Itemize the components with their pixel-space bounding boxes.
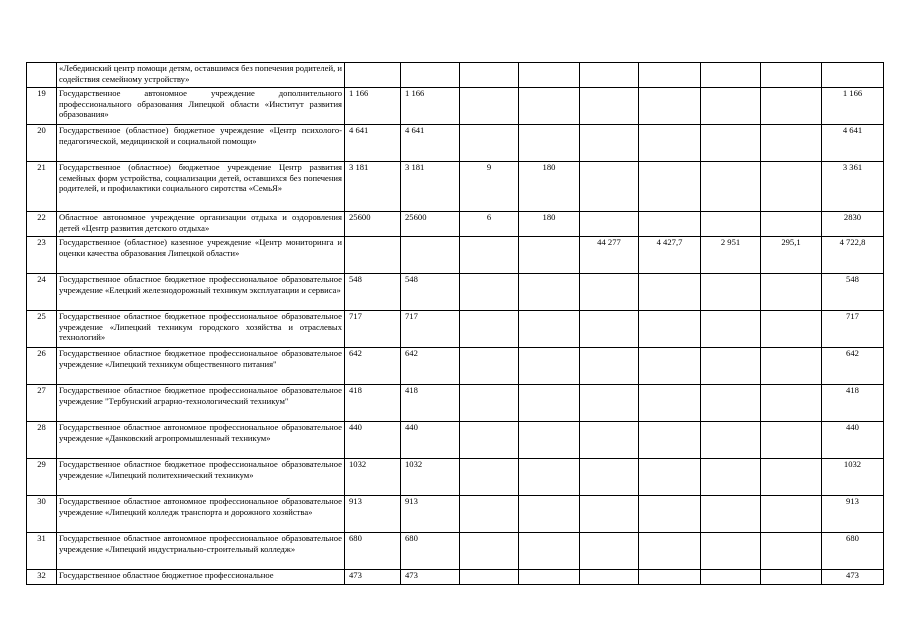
institution-name-cell: Государственное автономное учреждение дополнительного профессионального образования Липецкой области «Институт развития образования» [57,88,345,125]
value-cell-col-2: 913 [401,496,460,533]
value-cell-col-5 [580,385,639,422]
institution-name-cell: Государственное (областное) бюджетное учреждение Центр развития семейных форм устройства, социализации детей, оставшихся без попечения родителей, и профилактики социального сиротства «СемьЯ» [57,162,345,212]
row-number-cell: 21 [27,162,57,212]
value-cell-col-5 [580,125,639,162]
value-cell-col-1: 3 181 [345,162,401,212]
table-row [27,274,884,311]
value-cell-col-1: 1032 [345,459,401,496]
row-number-cell: 26 [27,348,57,385]
row-number-cell: 31 [27,533,57,570]
institution-name-cell: Государственное областное бюджетное профессиональное образовательное учреждение «Липецкий техникум городского хозяйства и отраслевых технологий» [57,311,345,348]
value-cell-col-9: 4 722,8 [822,237,884,274]
institution-name-cell: Государственное областное бюджетное профессиональное образовательное учреждение «Елецкий железнодорожный техникум эксплуатации и сервиса» [57,274,345,311]
value-cell-col-7 [701,348,761,385]
value-cell-col-5 [580,459,639,496]
value-cell-col-4 [519,422,580,459]
value-cell-col-3 [460,311,519,348]
value-cell-col-8 [761,63,822,88]
value-cell-col-7 [701,385,761,422]
value-cell-col-8 [761,125,822,162]
value-cell-col-8 [761,162,822,212]
value-cell-col-8 [761,212,822,237]
value-cell-col-6 [639,162,701,212]
institution-name-cell: Государственное (областное) казенное учреждение «Центр мониторинга и оценки качества образования Липецкой области» [57,237,345,274]
value-cell-col-2: 642 [401,348,460,385]
institution-name-cell: Государственное областное бюджетное профессиональное образовательное учреждение «Липецкий техникум общественного питания" [57,348,345,385]
value-cell-col-1 [345,237,401,274]
value-cell-col-3 [460,459,519,496]
value-cell-col-4 [519,459,580,496]
value-cell-col-4 [519,125,580,162]
value-cell-col-4 [519,63,580,88]
value-cell-col-8: 295,1 [761,237,822,274]
value-cell-col-8 [761,422,822,459]
value-cell-col-9: 473 [822,570,884,585]
institution-name-cell: Государственное (областное) бюджетное учреждение «Центр психолого-педагогической, медицинской и социальной помощи» [57,125,345,162]
value-cell-col-1: 717 [345,311,401,348]
value-cell-col-5 [580,496,639,533]
row-number-cell: 29 [27,459,57,496]
value-cell-col-5 [580,212,639,237]
table-row [27,212,884,237]
value-cell-col-2: 473 [401,570,460,585]
value-cell-col-4 [519,496,580,533]
value-cell-col-3 [460,496,519,533]
value-cell-col-9: 3 361 [822,162,884,212]
value-cell-col-1: 1 166 [345,88,401,125]
value-cell-col-4 [519,533,580,570]
value-cell-col-5 [580,422,639,459]
institution-name-cell: Государственное областное автономное профессиональное образовательное учреждение «Данковский агропромышленный техникум» [57,422,345,459]
value-cell-col-7 [701,311,761,348]
table-row [27,162,884,212]
value-cell-col-2: 440 [401,422,460,459]
value-cell-col-9: 717 [822,311,884,348]
table-row [27,459,884,496]
value-cell-col-2: 717 [401,311,460,348]
row-number-cell: 28 [27,422,57,459]
value-cell-col-1: 4 641 [345,125,401,162]
value-cell-col-7 [701,496,761,533]
value-cell-col-8 [761,311,822,348]
value-cell-col-8 [761,274,822,311]
row-number-cell [27,63,57,88]
value-cell-col-2: 1 166 [401,88,460,125]
value-cell-col-2: 548 [401,274,460,311]
value-cell-col-1: 642 [345,348,401,385]
value-cell-col-9: 680 [822,533,884,570]
value-cell-col-9: 913 [822,496,884,533]
value-cell-col-1: 680 [345,533,401,570]
value-cell-col-6 [639,212,701,237]
institution-name-cell: Государственное областное автономное профессиональное образовательное учреждение «Липецкий индустриально-строительный колледж» [57,533,345,570]
value-cell-col-3 [460,422,519,459]
value-cell-col-6 [639,348,701,385]
table-row [27,237,884,274]
value-cell-col-8 [761,385,822,422]
value-cell-col-2: 680 [401,533,460,570]
value-cell-col-3 [460,348,519,385]
value-cell-col-5 [580,63,639,88]
value-cell-col-6 [639,496,701,533]
value-cell-col-8 [761,88,822,125]
table-row [27,422,884,459]
value-cell-col-6 [639,459,701,496]
value-cell-col-4 [519,385,580,422]
value-cell-col-7 [701,212,761,237]
value-cell-col-7 [701,162,761,212]
table-row [27,63,884,88]
table-row [27,348,884,385]
value-cell-col-1: 440 [345,422,401,459]
value-cell-col-3 [460,63,519,88]
row-number-cell: 19 [27,88,57,125]
value-cell-col-3 [460,385,519,422]
value-cell-col-2: 418 [401,385,460,422]
institution-name-cell: Областное автономное учреждение организации отдыха и оздоровления детей «Центр развития детского отдыха» [57,212,345,237]
value-cell-col-4 [519,348,580,385]
value-cell-col-2 [401,237,460,274]
value-cell-col-7 [701,459,761,496]
value-cell-col-9 [822,63,884,88]
value-cell-col-7 [701,125,761,162]
value-cell-col-1: 418 [345,385,401,422]
row-number-cell: 24 [27,274,57,311]
value-cell-col-6: 4 427,7 [639,237,701,274]
value-cell-col-3 [460,570,519,585]
row-number-cell: 22 [27,212,57,237]
table-row [27,570,884,585]
value-cell-col-5 [580,88,639,125]
row-number-cell: 30 [27,496,57,533]
value-cell-col-8 [761,459,822,496]
table-row [27,88,884,125]
value-cell-col-6 [639,422,701,459]
value-cell-col-3 [460,237,519,274]
value-cell-col-6 [639,533,701,570]
table-body [27,63,884,585]
value-cell-col-8 [761,533,822,570]
budget-table [26,62,884,585]
value-cell-col-6 [639,125,701,162]
value-cell-col-9: 548 [822,274,884,311]
row-number-cell: 25 [27,311,57,348]
value-cell-col-8 [761,496,822,533]
value-cell-col-2 [401,63,460,88]
value-cell-col-9: 1 166 [822,88,884,125]
row-number-cell: 27 [27,385,57,422]
table-row [27,125,884,162]
row-number-cell: 32 [27,570,57,585]
value-cell-col-6 [639,88,701,125]
value-cell-col-5 [580,570,639,585]
value-cell-col-9: 2830 [822,212,884,237]
value-cell-col-5 [580,533,639,570]
value-cell-col-4 [519,88,580,125]
institution-name-cell: Государственное областное бюджетное профессиональное образовательное учреждение "Тербунский аграрно-технологический техникум" [57,385,345,422]
value-cell-col-2: 3 181 [401,162,460,212]
value-cell-col-2: 1032 [401,459,460,496]
value-cell-col-7 [701,570,761,585]
value-cell-col-5 [580,274,639,311]
value-cell-col-4 [519,570,580,585]
value-cell-col-9: 1032 [822,459,884,496]
value-cell-col-7 [701,274,761,311]
value-cell-col-6 [639,570,701,585]
value-cell-col-7: 2 951 [701,237,761,274]
value-cell-col-8 [761,348,822,385]
table-row [27,385,884,422]
value-cell-col-9: 418 [822,385,884,422]
value-cell-col-3 [460,533,519,570]
row-number-cell: 20 [27,125,57,162]
value-cell-col-7 [701,88,761,125]
value-cell-col-6 [639,311,701,348]
value-cell-col-6 [639,274,701,311]
value-cell-col-8 [761,570,822,585]
value-cell-col-6 [639,63,701,88]
table-row [27,496,884,533]
value-cell-col-9: 642 [822,348,884,385]
value-cell-col-9: 4 641 [822,125,884,162]
institution-name-cell: Государственное областное автономное профессиональное образовательное учреждение «Липецкий колледж транспорта и дорожного хозяйства» [57,496,345,533]
value-cell-col-1: 548 [345,274,401,311]
institution-name-cell: Государственное областное бюджетное профессиональное [57,570,345,585]
value-cell-col-2: 25600 [401,212,460,237]
value-cell-col-9: 440 [822,422,884,459]
value-cell-col-7 [701,533,761,570]
value-cell-col-1: 25600 [345,212,401,237]
value-cell-col-1: 473 [345,570,401,585]
institution-name-cell: Государственное областное бюджетное профессиональное образовательное учреждение «Липецкий политехнический техникум» [57,459,345,496]
value-cell-col-5 [580,162,639,212]
value-cell-col-2: 4 641 [401,125,460,162]
value-cell-col-4 [519,237,580,274]
value-cell-col-4: 180 [519,162,580,212]
value-cell-col-7 [701,422,761,459]
institution-name-cell: «Лебединский центр помощи детям, оставшимся без попечения родителей, и содействия семейному устройству» [57,63,345,88]
value-cell-col-3: 9 [460,162,519,212]
value-cell-col-1: 913 [345,496,401,533]
value-cell-col-6 [639,385,701,422]
row-number-cell: 23 [27,237,57,274]
table-row [27,311,884,348]
value-cell-col-4 [519,274,580,311]
table-row [27,533,884,570]
value-cell-col-1 [345,63,401,88]
value-cell-col-3 [460,125,519,162]
value-cell-col-5 [580,311,639,348]
value-cell-col-4 [519,311,580,348]
value-cell-col-3: 6 [460,212,519,237]
value-cell-col-3 [460,88,519,125]
value-cell-col-7 [701,63,761,88]
value-cell-col-5 [580,348,639,385]
value-cell-col-5: 44 277 [580,237,639,274]
value-cell-col-4: 180 [519,212,580,237]
value-cell-col-3 [460,274,519,311]
